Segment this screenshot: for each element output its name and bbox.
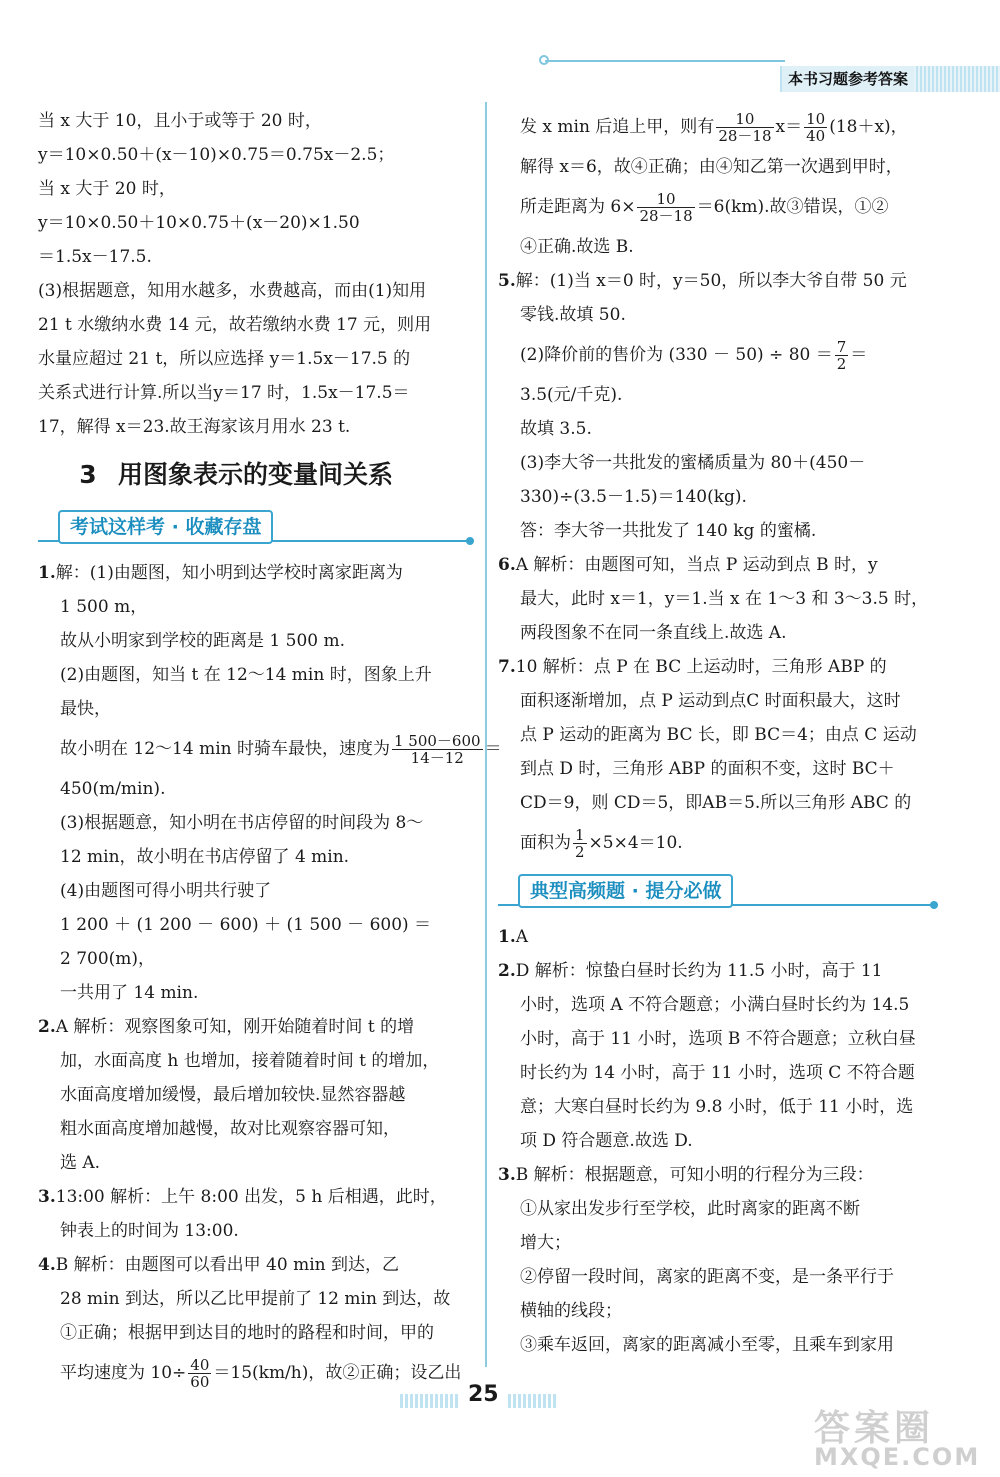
section-title: 用图象表示的变量间关系 (118, 460, 394, 489)
text-line: 解得 x＝6，故④正确；由④知乙第一次遇到甲时， (520, 157, 903, 177)
text-span: 发 x min 后追上甲，则有 (520, 117, 715, 137)
text-line: (3)李大爷一共批发的蜜橘质量为 80＋(450－ (520, 453, 866, 473)
text-line: (2)由题图，知当 t 在 12～14 min 时，图象上升 (60, 665, 432, 685)
answer-number: 1. (498, 927, 516, 947)
text-line: 水面高度增加缓慢，最后增加较快.显然容器越 (60, 1085, 406, 1105)
fraction-denominator: 28－18 (639, 207, 693, 225)
text-line: ③乘车返回，离家的距离减小至零，且乘车到家用 (520, 1335, 894, 1355)
text-line (38, 1350, 474, 1396)
fraction-numerator: 10 (637, 191, 694, 209)
text-line: 450(m/min). (60, 779, 166, 799)
text-line: 故填 3.5. (520, 419, 592, 439)
text-line (498, 104, 938, 150)
answer-number: 2. (498, 961, 516, 981)
fraction-numerator: 10 (716, 111, 773, 129)
answer-1 (38, 556, 474, 590)
fraction-denominator: 2 (575, 843, 585, 861)
text-line: 粗水面高度增加越慢，故对比观察容器可知， (60, 1119, 400, 1139)
text-line: 3.5(元/千克). (520, 385, 623, 405)
answer-4 (38, 1248, 474, 1282)
text-span: B 解析：由题图可以看出甲 40 min 到达，乙 (55, 1255, 399, 1275)
text-span: 解：(1)由题图，知小明到达学校时离家距离为 (55, 563, 403, 583)
text-line: 面积逐渐增加，点 P 运动到点C 时面积最大，这时 (520, 691, 901, 711)
text-line: 零钱.故填 50. (520, 305, 626, 325)
text-line: 横轴的线段； (520, 1301, 622, 1321)
text-line: ②停留一段时间，离家的距离不变，是一条平行于 (520, 1267, 894, 1287)
text-line: 2 700(m)， (60, 949, 156, 969)
text-line: (3)根据题意，知用水越多，水费越高，而由(1)知用 (38, 281, 427, 301)
text-line: 水量应超过 21 t，所以应选择 y＝1.5x－17.5 的 (38, 349, 411, 369)
text-line: 1 500 m， (60, 597, 148, 617)
text-span: 所走距离为 6× (520, 197, 636, 217)
answer-number: 7. (498, 657, 516, 677)
answer-3 (38, 1180, 474, 1214)
answer-number: 5. (498, 271, 516, 291)
text-line: 意；大寒白昼时长约为 9.8 小时，低于 11 小时，选 (520, 1097, 914, 1117)
answer-3 (498, 1158, 938, 1192)
answer-number: 1. (38, 563, 56, 583)
fraction-numerator: 10 (806, 109, 826, 128)
text-line: 选 A. (60, 1153, 101, 1173)
text-span: B 解析：根据题意，可知小明的行程分为三段： (515, 1165, 874, 1185)
answer-2 (38, 1010, 474, 1044)
fraction-numerator: 40 (190, 1355, 210, 1374)
answer-1 (498, 920, 938, 954)
text-line: (3)根据题意，知小明在书店停留的时间段为 8～ (60, 813, 424, 833)
text-line: 当 x 大于 20 时， (38, 179, 176, 199)
text-line: 17，解得 x＝23.故王海家该月用水 23 t. (38, 417, 351, 437)
text-line: y＝10×0.50＋(x－10)×0.75＝0.75x－2.5； (38, 145, 395, 165)
answer-7 (498, 650, 938, 684)
text-line: 两段图象不在同一条直线上.故选 A. (520, 623, 787, 643)
text-line (498, 184, 938, 230)
fraction-numerator: 7 (836, 337, 847, 356)
text-line: 小时，选项 A 不符合题意；小满白昼时长约为 14.5 (520, 995, 910, 1015)
text-span: A 解析：由题图可知，当点 P 运动到点 B 时，y (515, 555, 878, 575)
fraction-denominator: 14－12 (410, 749, 464, 767)
text-span: A 解析：观察图象可知，刚开始随着时间 t 的增 (55, 1017, 415, 1037)
footer-hatch-left (400, 1394, 460, 1408)
footer-hatch-right (508, 1394, 558, 1408)
fraction (804, 111, 827, 145)
highfreq-banner (498, 872, 938, 912)
banner-end-dot (930, 901, 938, 909)
answer-5 (498, 264, 938, 298)
text-span: ＝ (484, 739, 502, 759)
text-line: 12 min，故小明在书店停留了 4 min. (60, 847, 350, 867)
text-span: (18＋x)， (829, 117, 908, 137)
answer-6 (498, 548, 938, 582)
text-line: 一共用了 14 min. (60, 983, 199, 1003)
text-span: A (515, 927, 529, 947)
banner-label: 典型高频题 · 提分必做 (518, 874, 733, 908)
fraction (573, 827, 587, 861)
fraction (637, 191, 694, 225)
text-line (498, 820, 938, 866)
text-line: 时长约为 14 小时，高于 11 小时，选项 C 不符合题 (520, 1063, 915, 1083)
fraction (392, 733, 483, 767)
answer-number: 3. (498, 1165, 516, 1185)
text-span: ＝6(km).故③错误，①② (696, 197, 889, 217)
text-line: 答：李大爷一共批发了 140 kg 的蜜橘. (520, 521, 817, 541)
fraction-denominator: 28－18 (718, 127, 772, 145)
text-line: 最快， (60, 699, 111, 719)
text-line: 关系式进行计算.所以当y＝17 时，1.5x－17.5＝ (38, 383, 410, 403)
text-span: ＝ (850, 345, 868, 365)
fraction-denominator: 60 (190, 1373, 210, 1391)
text-span: 故小明在 12～14 min 时骑车最快，速度为 (60, 739, 390, 759)
answer-number: 6. (498, 555, 516, 575)
text-line: 项 D 符合题意.故选 D. (520, 1131, 693, 1151)
exam-banner (38, 508, 474, 548)
watermark-top-text: 答案圈 (814, 1408, 935, 1449)
text-line: CD＝9，则 CD＝5，即AB＝5.所以三角形 ABC 的 (520, 793, 912, 813)
text-line: 到点 D 时，三角形 ABP 的面积不变，这时 BC＋ (520, 759, 895, 779)
fraction (716, 111, 773, 145)
watermark-logo (814, 1400, 994, 1470)
fraction-numerator: 1 500－600 (393, 731, 481, 750)
text-span: D 解析：惊蛰白昼时长约为 11.5 小时，高于 11 (515, 961, 883, 981)
text-line (38, 726, 502, 772)
text-line: 点 P 运动的距离为 BC 长，即 BC＝4；由点 C 运动 (520, 725, 917, 745)
text-span: 10 解析：点 P 在 BC 上运动时，三角形 ABP 的 (515, 657, 887, 677)
answer-number: 3. (38, 1187, 56, 1207)
answer-2 (498, 954, 938, 988)
header-decoration-line (545, 60, 785, 62)
text-span: x＝ (775, 117, 803, 137)
right-column (498, 104, 938, 1362)
text-span: ＝15(km/h)，故②正确；设乙出 (213, 1363, 462, 1383)
text-line: 330)÷(3.5－1.5)＝140(kg). (520, 487, 747, 507)
text-line: (4)由题图可得小明共行驶了 (60, 881, 272, 901)
text-line: 当 x 大于 10，且小于或等于 20 时， (38, 111, 322, 131)
fraction-numerator: 1 (575, 825, 585, 844)
text-line: 1 200 ＋ (1 200 － 600) ＋ (1 500 － 600) ＝ (60, 915, 432, 935)
fraction-denominator: 40 (806, 127, 826, 145)
text-line: 加，水面高度 h 也增加，接着随着时间 t 的增加， (60, 1051, 440, 1071)
text-line: 最大，此时 x＝1，y＝1.当 x 在 1～3 和 3～3.5 时， (520, 589, 929, 609)
text-line: y＝10×0.50＋10×0.75＋(x－20)×1.50 (38, 213, 360, 233)
answer-number: 4. (38, 1255, 56, 1275)
text-line: ＝1.5x－17.5. (38, 247, 152, 267)
section-number: 3 (79, 460, 97, 489)
text-line: 21 t 水缴纳水费 14 元，故若缴纳水费 17 元，则用 (38, 315, 432, 335)
text-span: 平均速度为 10÷ (60, 1363, 187, 1383)
text-span: 面积为 (520, 833, 571, 853)
fraction (835, 339, 849, 373)
text-span: 解：(1)当 x＝0 时，y＝50，所以李大爷自带 50 元 (515, 271, 907, 291)
banner-label: 考试这样考 · 收藏存盘 (58, 510, 273, 544)
text-line: 28 min 到达，所以乙比甲提前了 12 min 到达，故 (60, 1289, 451, 1309)
running-header-title: 本书习题参考答案 (782, 66, 914, 92)
fraction-denominator: 2 (836, 355, 847, 373)
text-line (498, 332, 938, 378)
page-number: 25 (468, 1382, 499, 1407)
text-span: ×5×4＝10. (588, 833, 683, 853)
text-line: 小时，高于 11 小时，选项 B 不符合题意；立秋白昼 (520, 1029, 916, 1049)
text-line: ①从家出发步行至学校，此时离家的距离不断 (520, 1199, 860, 1219)
text-line: 增大； (520, 1233, 571, 1253)
text-line: 故从小明家到学校的距离是 1 500 m. (60, 631, 345, 651)
text-line: 钟表上的时间为 13:00. (60, 1221, 239, 1241)
fraction (188, 1357, 211, 1391)
text-span: 13:00 解析：上午 8:00 出发，5 h 后相遇，此时， (55, 1187, 447, 1207)
watermark-bottom-text: MXQE.COM (814, 1443, 981, 1471)
text-line: ④正确.故选 B. (520, 237, 634, 257)
left-column (38, 104, 502, 1396)
section-heading (38, 448, 474, 502)
text-span: (2)降价前的售价为 (330 － 50) ÷ 80 ＝ (520, 345, 833, 365)
text-line: ①正确；根据甲到达目的地时的路程和时间，甲的 (60, 1323, 434, 1343)
answer-number: 2. (38, 1017, 56, 1037)
banner-end-dot (466, 537, 474, 545)
